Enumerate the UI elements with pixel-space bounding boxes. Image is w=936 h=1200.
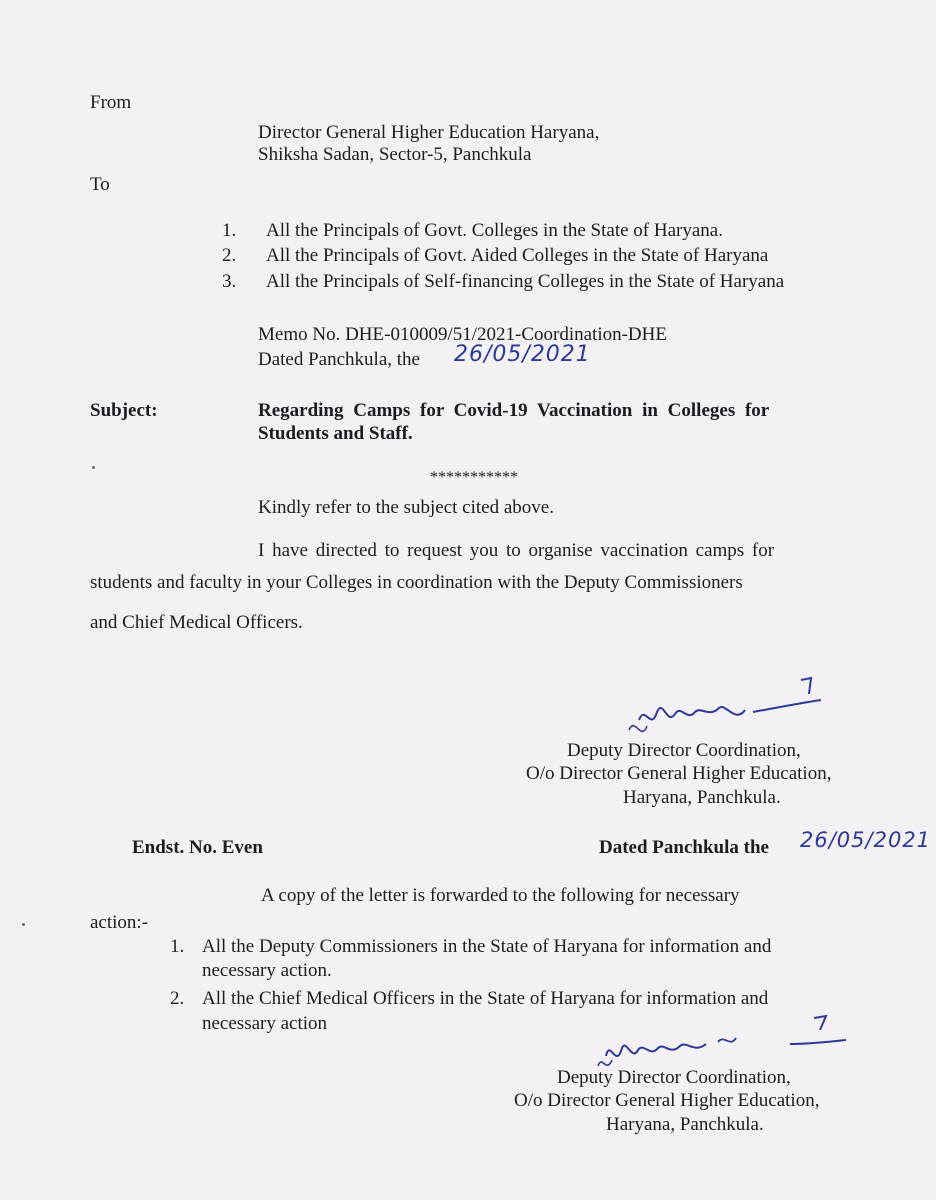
memo-dated-label: Dated Panchkula, the	[258, 349, 420, 370]
endorsement-intro-line-1: A copy of the letter is forwarded to the following for necessary	[261, 885, 740, 906]
endorsement-item-number: 2.	[170, 988, 185, 1009]
recipient-number: 1.	[222, 220, 237, 241]
sender-line-2: Shiksha Sadan, Sector-5, Panchkula	[258, 144, 532, 165]
recipient-text: All the Principals of Self-financing Colleges in the State of Haryana	[266, 271, 785, 292]
signature-1-line-3: Haryana, Panchkula.	[623, 787, 781, 808]
signature-2-line-3: Haryana, Panchkula.	[606, 1114, 764, 1135]
to-label: To	[90, 174, 110, 195]
endorsement-dated-label: Dated Panchkula the	[599, 837, 769, 858]
recipient-number: 2.	[222, 245, 237, 266]
endorsement-item-line-1: All the Chief Medical Officers in the State of Haryana for information and	[202, 988, 769, 1009]
endorsement-item-line-2: necessary action.	[202, 960, 332, 981]
signature-1-line-2: O/o Director General Higher Education,	[526, 763, 832, 784]
subject-line-2: Students and Staff.	[258, 423, 413, 444]
endorsement-intro-line-2: action:-	[90, 912, 149, 933]
memo-date-handwritten: 26/05/2021	[454, 342, 591, 367]
paper-speck	[92, 466, 95, 469]
body-para-2-line-2: students and faculty in your Colleges in coordination with the Deputy Commissioners	[90, 572, 743, 593]
signature-2-line-2: O/o Director General Higher Education,	[514, 1090, 820, 1111]
endorsement-item-number: 1.	[170, 936, 185, 957]
signature-1	[625, 668, 835, 748]
recipient-number: 3.	[222, 271, 237, 292]
endorsement-label: Endst. No. Even	[132, 837, 263, 858]
body-para-2-line-1: I have directed to request you to organise vaccination camps for	[258, 540, 775, 561]
endorsement-item-line-1: All the Deputy Commissioners in the State of Haryana for information and	[202, 936, 772, 957]
endorsement-date-handwritten: 26/05/2021	[800, 828, 932, 852]
sender-line-1: Director General Higher Education Haryana,	[258, 122, 600, 143]
paper-speck	[22, 923, 25, 926]
subject-label: Subject:	[90, 400, 158, 421]
recipient-text: All the Principals of Govt. Aided Colleges in the State of Haryana	[266, 245, 769, 266]
recipient-text: All the Principals of Govt. Colleges in the State of Haryana.	[266, 220, 723, 241]
signature-2-line-1: Deputy Director Coordination,	[557, 1067, 791, 1088]
signature-1-line-1: Deputy Director Coordination,	[567, 740, 801, 761]
endorsement-item-line-2: necessary action	[202, 1013, 328, 1034]
body-para-1: Kindly refer to the subject cited above.	[258, 497, 554, 518]
separator: ***********	[430, 469, 518, 486]
subject-line-1: Regarding Camps for Covid-19 Vaccination in Colleges for	[258, 400, 770, 421]
from-label: From	[90, 92, 132, 113]
body-para-2-line-3: and Chief Medical Officers.	[90, 612, 303, 633]
memo-number: Memo No. DHE-010009/51/2021-Coordination-DHE	[258, 324, 667, 345]
